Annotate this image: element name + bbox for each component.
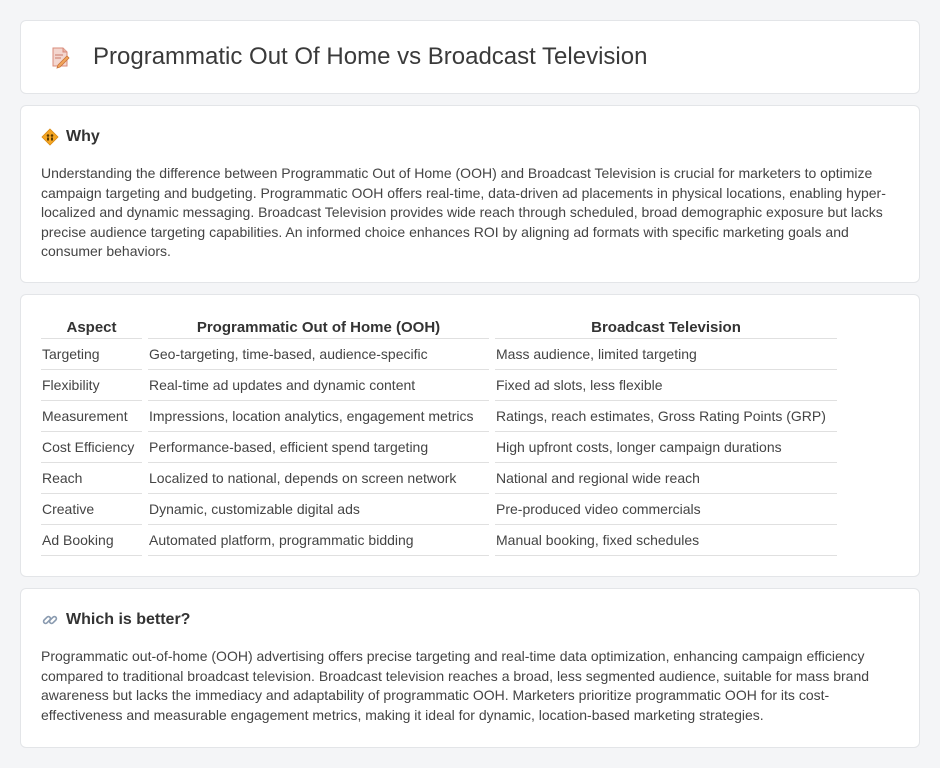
broadcast-cell: Pre-produced video commercials	[495, 494, 837, 525]
aspect-cell: Reach	[41, 463, 142, 494]
ooh-cell: Performance-based, efficient spend targeting	[148, 432, 489, 463]
table-header-row	[41, 317, 837, 339]
header-broadcast: Broadcast Television	[495, 317, 837, 339]
better-heading-text: Which is better?	[66, 610, 191, 628]
page-title: Programmatic Out Of Home vs Broadcast Television	[93, 43, 648, 70]
ooh-cell: Automated platform, programmatic bidding	[148, 525, 489, 556]
aspect-cell: Targeting	[41, 339, 142, 370]
header-ooh: Programmatic Out of Home (OOH)	[148, 317, 489, 339]
table-row	[41, 401, 837, 432]
table-row	[41, 525, 837, 556]
ooh-cell: Impressions, location analytics, engagement metrics	[148, 401, 489, 432]
broadcast-cell: Mass audience, limited targeting	[495, 339, 837, 370]
why-heading-text: Why	[66, 128, 100, 145]
broadcast-cell: Manual booking, fixed schedules	[495, 525, 837, 556]
diamond-people-icon	[41, 128, 59, 146]
aspect-cell: Cost Efficiency	[41, 432, 142, 463]
header-aspect: Aspect	[41, 317, 142, 339]
ooh-cell: Dynamic, customizable digital ads	[148, 494, 489, 525]
why-section	[20, 105, 920, 283]
aspect-cell: Ad Booking	[41, 525, 142, 556]
table-row	[41, 463, 837, 494]
better-text: Programmatic out-of-home (OOH) advertising offers precise targeting and real-time data optimization, enhancing campaign efficiency compared to traditional broadcast television. Broadcast television reaches a broad, less segmented audience, suitable for mass brand awareness but lacks the immediacy and adaptability of programmatic OOH. Marketers prioritize programmatic OOH for its cost-effectiveness and measurable engagement metrics, making it ideal for dynamic, location-based marketing strategies.	[41, 647, 870, 723]
aspect-cell: Creative	[41, 494, 142, 525]
broadcast-cell: Ratings, reach estimates, Gross Rating Points (GRP)	[495, 401, 837, 432]
why-heading	[41, 128, 899, 146]
ooh-cell: Geo-targeting, time-based, audience-specific	[148, 339, 489, 370]
better-heading	[41, 611, 899, 629]
ooh-cell: Real-time ad updates and dynamic content	[148, 370, 489, 401]
broadcast-cell: National and regional wide reach	[495, 463, 837, 494]
broadcast-cell: High upfront costs, longer campaign durations	[495, 432, 837, 463]
aspect-cell: Flexibility	[41, 370, 142, 401]
comparison-table-card	[20, 294, 920, 577]
ooh-cell: Localized to national, depends on screen network	[148, 463, 489, 494]
which-better-section	[20, 588, 920, 748]
table-row	[41, 370, 837, 401]
table-row	[41, 432, 837, 463]
broadcast-cell: Fixed ad slots, less flexible	[495, 370, 837, 401]
table-row	[41, 494, 837, 525]
table-row	[41, 339, 837, 370]
document-pencil-icon	[47, 44, 73, 70]
comparison-table	[35, 317, 843, 556]
header-card	[20, 20, 920, 94]
link-icon	[41, 611, 59, 629]
why-text: Understanding the difference between Programmatic Out of Home (OOH) and Broadcast Television is crucial for marketers to optimize campaign targeting and budgeting. Programmatic OOH offers real-time, data-driven ad placements in physical locations, enabling hyper-localized and dynamic messaging. Broadcast Television provides wide reach through scheduled, broad demographic exposure but lacks precise audience targeting capabilities. An informed choice enhances ROI by aligning ad formats with specific marketing goals and consumer behaviors.	[41, 165, 886, 260]
aspect-cell: Measurement	[41, 401, 142, 432]
